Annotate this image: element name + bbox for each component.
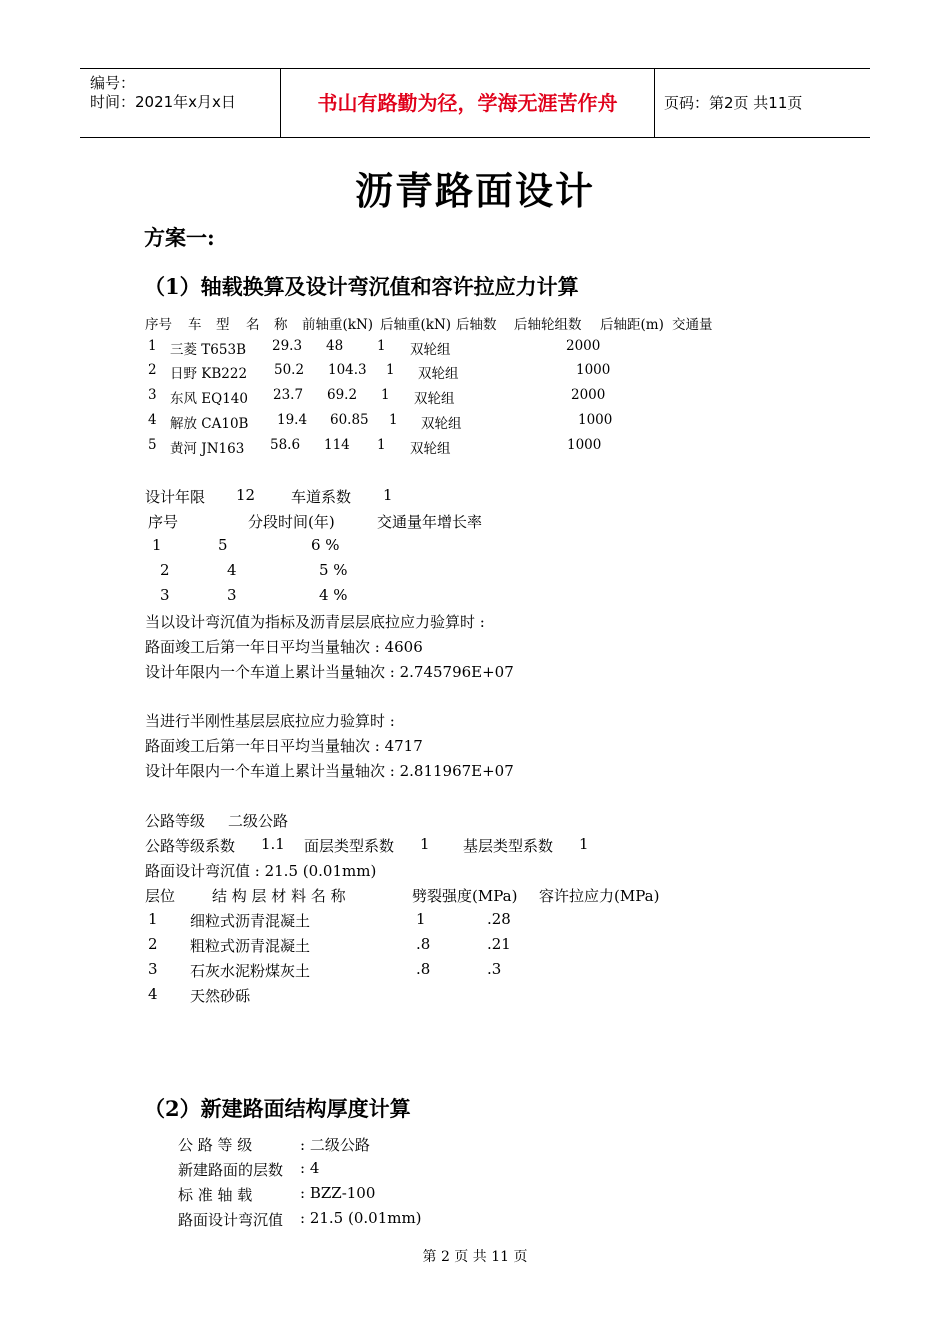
page-header <box>80 68 870 138</box>
vehicle-model: 解放 CA10B <box>170 416 249 432</box>
growth-header-rate: 交通量年增长率 <box>377 513 483 531</box>
layer-position: 1 <box>148 910 158 928</box>
growth-rate: 6 % <box>311 536 340 554</box>
header-divider <box>654 69 655 137</box>
calc-line: 路面竣工后第一年日平均当量轴次 : 4606 <box>145 638 423 656</box>
calc-line: 当进行半刚性基层层底拉应力验算时 : <box>145 712 395 730</box>
layer-material: 粗粒式沥青混凝土 <box>190 937 311 955</box>
layer-header-position: 层位 <box>145 887 176 905</box>
vehicle-index: 4 <box>148 412 157 428</box>
vehicle-front-axle: 58.6 <box>270 437 301 453</box>
layer-material: 天然砂砾 <box>190 987 251 1005</box>
surface-coef-value: 1 <box>420 835 430 853</box>
vehicle-rear-axle: 114 <box>324 437 350 453</box>
layer-position: 3 <box>148 960 158 978</box>
layer-position: 4 <box>148 985 158 1003</box>
vehicle-index: 3 <box>148 387 157 403</box>
road-grade-label: 公路等级 <box>145 812 206 830</box>
growth-rate: 5 % <box>319 561 348 579</box>
vehicle-axle-count: 1 <box>381 387 390 403</box>
s2-layer-count-label: 新建路面的层数 <box>178 1161 284 1179</box>
layer-header-allowable: 容许拉应力(MPa) <box>539 887 660 905</box>
vehicle-header-type: 车 <box>188 317 202 333</box>
vehicle-index: 1 <box>148 338 157 354</box>
vehicle-header-axle-count: 后轴数 <box>456 317 497 333</box>
calc-line: 设计年限内一个车道上累计当量轴次 : 2.811967E+07 <box>145 762 514 780</box>
vehicle-rear-axle: 48 <box>326 338 344 354</box>
growth-period: 4 <box>227 561 237 579</box>
vehicle-model: 东风 EQ140 <box>170 391 248 407</box>
vehicle-header-traffic: 交通量 <box>672 317 713 333</box>
scheme-heading: 方案一: <box>144 225 215 250</box>
design-deflection-line: 路面设计弯沉值 : 21.5 (0.01mm) <box>145 862 377 880</box>
vehicle-traffic: 1000 <box>567 437 602 453</box>
vehicle-wheel-set: 双轮组 <box>410 342 451 358</box>
vehicle-axle-count: 1 <box>389 412 398 428</box>
s2-deflection-value: : 21.5 (0.01mm) <box>300 1209 422 1227</box>
calc-line: 路面竣工后第一年日平均当量轴次 : 4717 <box>145 737 423 755</box>
vehicle-traffic: 1000 <box>578 412 613 428</box>
surface-coef-label: 面层类型系数 <box>304 837 395 855</box>
layer-strength: 1 <box>416 910 426 928</box>
vehicle-traffic: 1000 <box>576 362 611 378</box>
calc-line: 当以设计弯沉值为指标及沥青层层底拉应力验算时 : <box>145 613 485 631</box>
layer-material: 细粒式沥青混凝土 <box>190 912 311 930</box>
vehicle-wheel-set: 双轮组 <box>414 391 455 407</box>
vehicle-index: 5 <box>148 437 157 453</box>
s2-std-axle-value: : BZZ-100 <box>300 1184 376 1202</box>
vehicle-front-axle: 29.3 <box>272 338 303 354</box>
base-coef-label: 基层类型系数 <box>463 837 554 855</box>
vehicle-header-wheel-sets: 后轴轮组数 <box>514 317 582 333</box>
page-footer: 第 2 页 共 11 页 <box>422 1249 528 1265</box>
layer-header-strength: 劈裂强度(MPa) <box>412 887 518 905</box>
layer-allowable: .28 <box>487 910 511 928</box>
base-coef-value: 1 <box>579 835 589 853</box>
design-years-value: 12 <box>236 486 256 504</box>
layer-allowable: .3 <box>487 960 502 978</box>
vehicle-header-front-axle: 前轴重(kN) <box>302 317 374 333</box>
growth-header-index: 序号 <box>148 513 179 531</box>
vehicle-header-index: 序号 <box>145 317 172 333</box>
vehicle-header-axle-spacing: 后轴距(m) <box>600 317 664 333</box>
vehicle-header-name: 称 <box>274 317 288 333</box>
layer-allowable: .21 <box>487 935 511 953</box>
header-number: 编号： <box>90 74 136 92</box>
vehicle-header-type: 型 <box>216 317 230 333</box>
growth-index: 2 <box>160 561 170 579</box>
section1-heading: （1）轴载换算及设计弯沉值和容许拉应力计算 <box>144 274 579 299</box>
section2-heading: （2）新建路面结构厚度计算 <box>144 1096 411 1121</box>
vehicle-axle-count: 1 <box>386 362 395 378</box>
road-grade-value: 二级公路 <box>228 812 289 830</box>
vehicle-wheel-set: 双轮组 <box>410 441 451 457</box>
growth-index: 3 <box>160 586 170 604</box>
design-years-label: 设计年限 <box>145 488 206 506</box>
vehicle-wheel-set: 双轮组 <box>418 366 459 382</box>
vehicle-rear-axle: 69.2 <box>327 387 358 403</box>
growth-period: 5 <box>218 536 228 554</box>
vehicle-index: 2 <box>148 362 157 378</box>
growth-period: 3 <box>227 586 237 604</box>
s2-road-grade-value: : 二级公路 <box>300 1136 370 1154</box>
vehicle-traffic: 2000 <box>566 338 601 354</box>
vehicle-axle-count: 1 <box>377 437 386 453</box>
header-motto: 书山有路勤为径，学海无涯苦作舟 <box>317 91 618 115</box>
document-title: 沥青路面设计 <box>354 168 595 213</box>
vehicle-header-name: 名 <box>246 317 260 333</box>
vehicle-rear-axle: 104.3 <box>328 362 367 378</box>
vehicle-front-axle: 50.2 <box>274 362 305 378</box>
growth-index: 1 <box>152 536 162 554</box>
vehicle-axle-count: 1 <box>377 338 386 354</box>
vehicle-front-axle: 23.7 <box>273 387 304 403</box>
vehicle-wheel-set: 双轮组 <box>421 416 462 432</box>
vehicle-model: 三菱 T653B <box>170 342 246 358</box>
calc-line: 设计年限内一个车道上累计当量轴次 : 2.745796E+07 <box>145 663 514 681</box>
vehicle-front-axle: 19.4 <box>277 412 308 428</box>
grade-coef-value: 1.1 <box>261 835 285 853</box>
vehicle-traffic: 2000 <box>571 387 606 403</box>
grade-coef-label: 公路等级系数 <box>145 837 236 855</box>
header-page-number: 页码：第2页 共11页 <box>664 94 803 112</box>
layer-strength: .8 <box>416 960 431 978</box>
s2-std-axle-label: 标 准 轴 载 <box>178 1186 253 1204</box>
growth-rate: 4 % <box>319 586 348 604</box>
s2-road-grade-label: 公 路 等 级 <box>178 1136 253 1154</box>
vehicle-header-rear-axle: 后轴重(kN) <box>380 317 452 333</box>
vehicle-model: 日野 KB222 <box>170 366 248 382</box>
growth-header-period: 分段时间(年) <box>248 513 335 531</box>
vehicle-rear-axle: 60.85 <box>330 412 369 428</box>
layer-strength: .8 <box>416 935 431 953</box>
lane-coef-label: 车道系数 <box>291 488 352 506</box>
s2-deflection-label: 路面设计弯沉值 <box>178 1211 284 1229</box>
s2-layer-count-value: : 4 <box>300 1159 320 1177</box>
header-date: 时间：2021年x月x日 <box>90 93 236 111</box>
layer-position: 2 <box>148 935 158 953</box>
layer-material: 石灰水泥粉煤灰土 <box>190 962 311 980</box>
vehicle-model: 黄河 JN163 <box>170 441 245 457</box>
lane-coef-value: 1 <box>383 486 393 504</box>
layer-header-material: 结 构 层 材 料 名 称 <box>212 887 346 905</box>
header-meta <box>80 69 280 137</box>
